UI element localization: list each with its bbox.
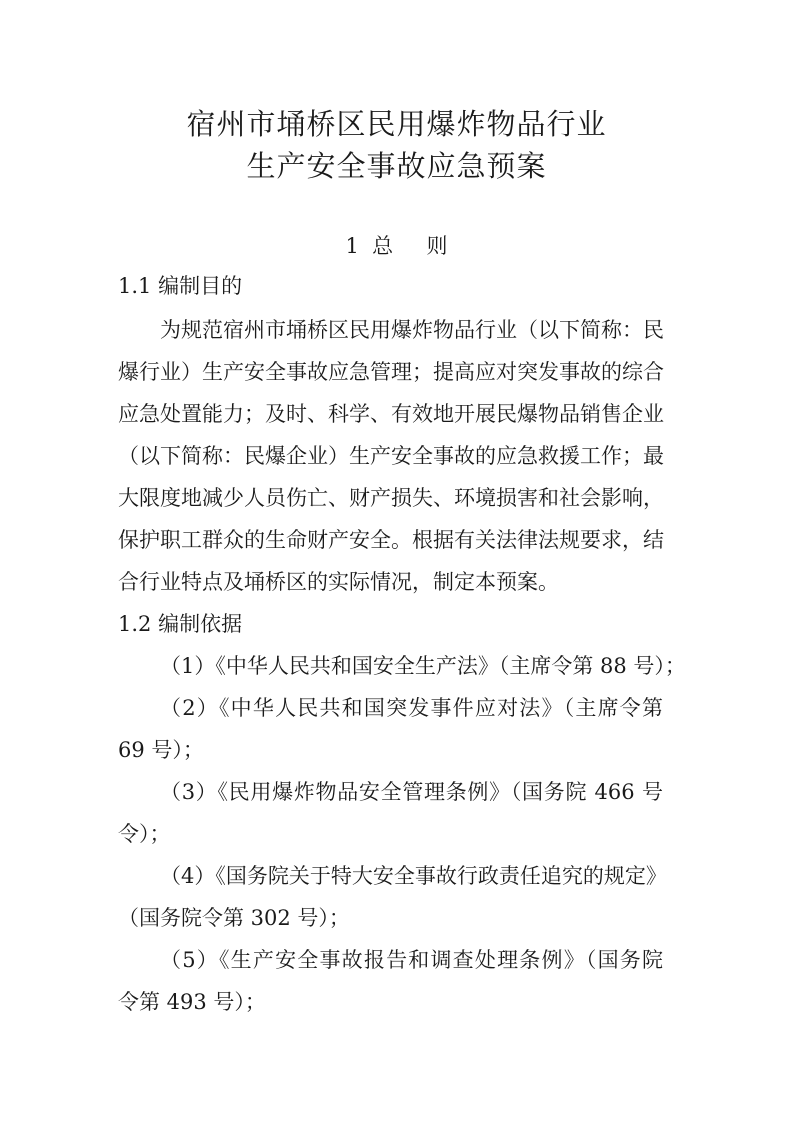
paragraph-line: 保护职工群众的生命财产安全。根据有关法律法规要求，结 — [118, 528, 664, 552]
paragraph-line: 为规范宿州市埇桥区民用爆炸物品行业（以下简称：民 — [160, 318, 664, 342]
basis-item-line: （3）《民用爆炸物品安全管理条例》（国务院 466 号 — [160, 780, 663, 804]
basis-item-line: （国务院令第 302 号）； — [118, 906, 350, 930]
basis-item-line: 令）； — [118, 822, 171, 846]
chapter-heading: 1 总 则 — [345, 234, 448, 258]
basis-item-line: （1）《中华人民共和国安全生产法》（主席令第 88 号）； — [160, 654, 686, 678]
basis-item-line: 令第 493 号）； — [118, 990, 266, 1014]
paragraph-line: 合行业特点及埇桥区的实际情况，制定本预案。 — [118, 570, 559, 594]
paragraph-line: （以下简称：民爆企业）生产安全事故的应急救援工作；最 — [118, 444, 664, 468]
document-title-line-2: 生产安全事故应急预案 — [246, 149, 547, 183]
basis-item-line: （4）《国务院关于特大安全事故行政责任追究的规定》 — [160, 864, 667, 888]
section-heading-1-1: 1.1 编制目的 — [118, 274, 243, 298]
section-heading-1-2: 1.2 编制依据 — [118, 612, 243, 636]
basis-item-line: （2）《中华人民共和国突发事件应对法》（主席令第 — [160, 696, 663, 720]
document-title-line-1: 宿州市埇桥区民用爆炸物品行业 — [186, 107, 607, 141]
paragraph-line: 应急处置能力；及时、科学、有效地开展民爆物品销售企业 — [118, 402, 664, 426]
paragraph-line: 大限度地减少人员伤亡、财产损失、环境损害和社会影响， — [118, 486, 664, 510]
basis-item-line: 69 号）； — [118, 738, 204, 762]
basis-item-line: （5）《生产安全事故报告和调查处理条例》（国务院 — [160, 948, 663, 972]
paragraph-line: 爆行业）生产安全事故应急管理；提高应对突发事故的综合 — [118, 360, 664, 384]
